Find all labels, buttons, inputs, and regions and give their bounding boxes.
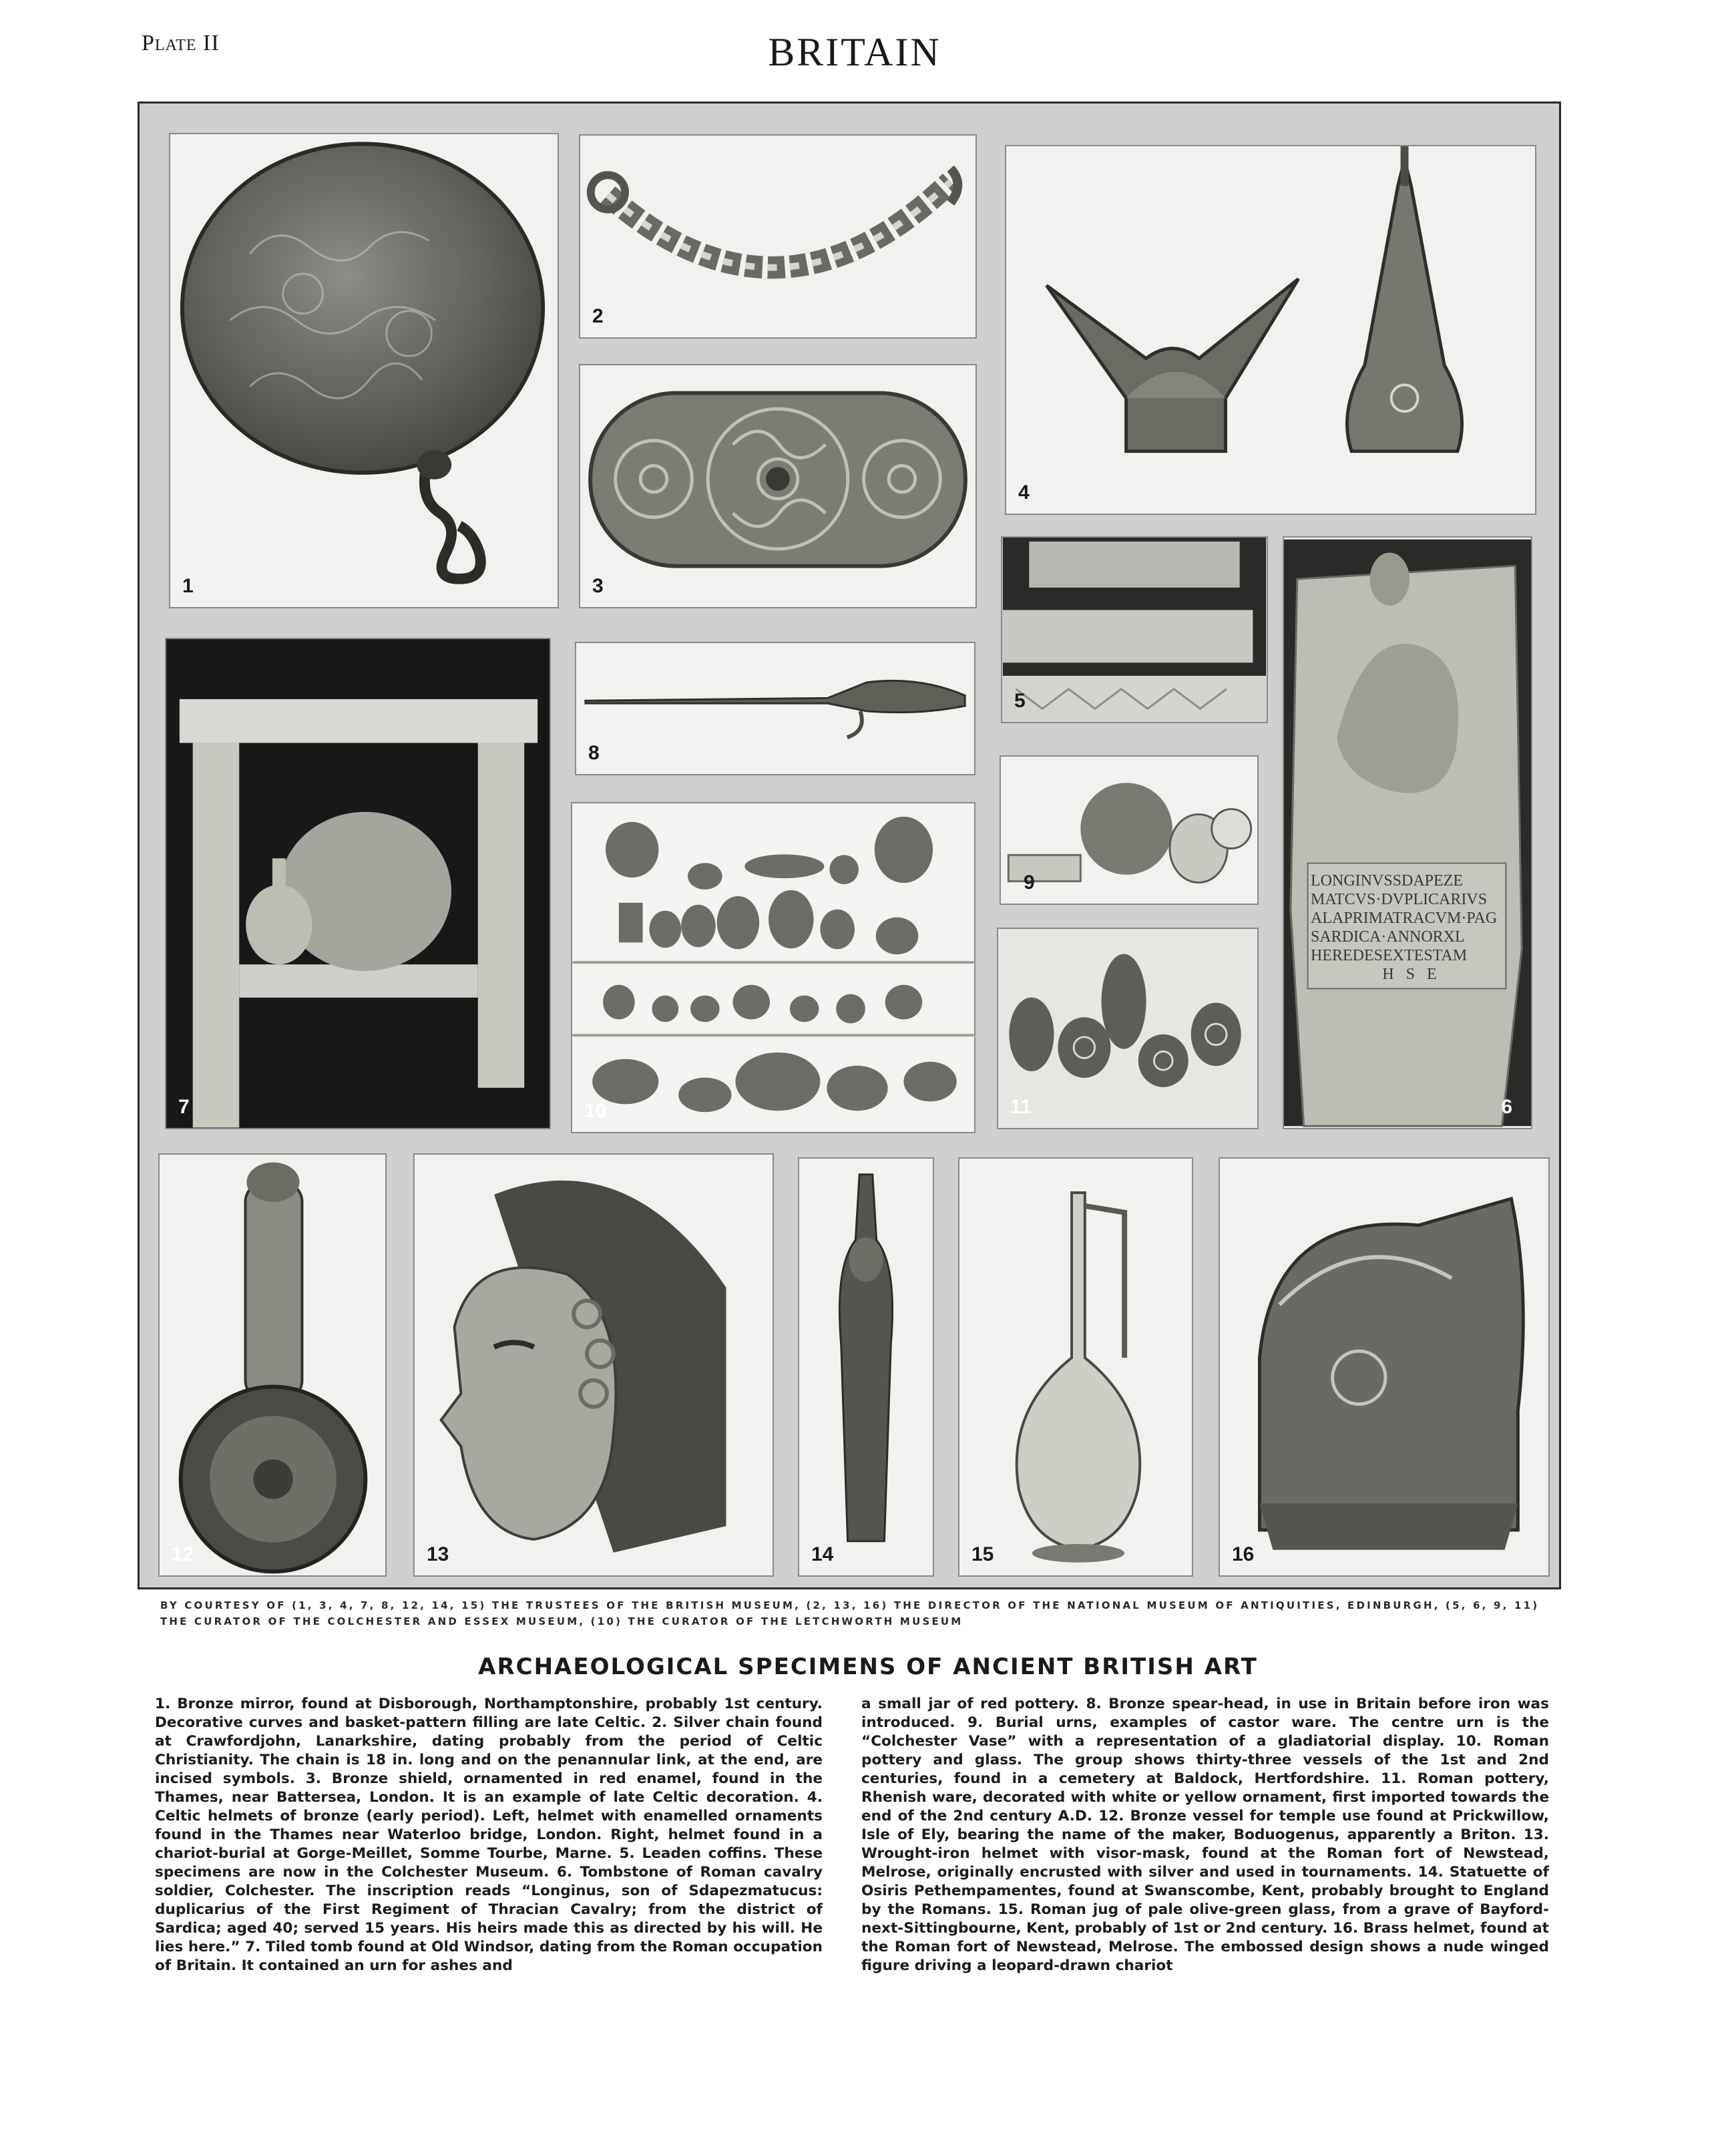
- mirror-illustration: [170, 134, 558, 607]
- inscription-line: LONGINVSSDAPEZE: [1311, 872, 1463, 890]
- caption-left-column: 1. Bronze mirror, found at Disborough, Northamptonshire, probably 1st century. Decorative curves and basket-pattern filling are late Celtic. 2. Silver chain found at Crawfordjohn, Lanarkshire, dating probably from the period of Celtic Christianity. The chain is 18 in. long and on the penannular link, at the end, are incised symbols. 3. Bronze shield, ornamented in red enamel, found in the Thames, near Battersea, London. It is an example of late Celtic decoration. 4. Celtic helmets of bronze (early period). Left, helmet with enamelled ornaments found in the Thames near Waterloo bridge, London. Right, helmet found in a chariot-burial at Gorge-Meillet, Somme Tourbe, Marne. 5. Leaden coffins. These specimens are now in the Colchester Museum. 6. Tombstone of Roman cavalry soldier, Colchester. The inscription reads “Longinus, son of Sdapezmatucus: duplicarius of the First Regiment of Thracian Cavalry; from the district of Sardica; aged 40; served 15 years. His heirs made this as directed by his will. He lies here.” 7. Tiled tomb found at Old Windsor, dating from the Roman occupation of Britain. It contained an urn for ashes and: [155, 1696, 823, 1974]
- figure-number: 14: [811, 1543, 834, 1565]
- caption-right-column: a small jar of red pottery. 8. Bronze spear-head, in use in Britain before iron was introduced. 9. Burial urns, examples of castor ware. The centre urn is the “Colchester Vase” with a representation of a gladiatorial display. 10. Roman pottery and glass. The group shows thirty-three vessels of the 1st and 2nd centuries, found in a cemetery at Baldock, Hertfordshire. 11. Roman pottery, Rhenish ware, decorated with white or yellow ornament, first imported towards the end of the 2nd century A.D. 12. Bronze vessel for temple use found at Prickwillow, Isle of Ely, bearing the name of the maker, Boduogenus, apparently a Briton. 13. Wrought-iron helmet with visor-mask, found at the Roman fort of Newstead, Melrose, originally encrusted with silver and used in tournaments. 14. Statuette of Osiris Pethempamentes, found at Swanscombe, Kent, probably brought to England by the Romans. 15. Roman jug of pale olive-green glass, from a grave of Bayford-next-Sittingbourne, Kent, probably of 1st or 2nd century. 16. Brass helmet, found at the Roman fort of Newstead, Melrose. The embossed design shows a nude winged figure driving a leopard-drawn chariot: [861, 1696, 1549, 1974]
- photo-glass-jug: [958, 1157, 1193, 1577]
- photo-plate: [138, 102, 1561, 1589]
- rhenish-illustration: [998, 929, 1257, 1128]
- photo-spear-head: [575, 642, 975, 775]
- photo-burial-urns: [1000, 755, 1259, 905]
- inscription-line: HEREDESEXTESTAM: [1311, 947, 1468, 964]
- brass-helmet-illustration: [1220, 1159, 1548, 1575]
- photo-celtic-helmets: [1005, 145, 1536, 515]
- figure-number: 12: [172, 1543, 194, 1565]
- photo-bronze-shield: [579, 364, 977, 608]
- figure-number: 13: [427, 1543, 449, 1565]
- inscription-line: ALAPRIMATRACVM·PAG: [1311, 910, 1498, 927]
- figure-number: 11: [1010, 1096, 1032, 1118]
- photo-rhenish-ware: [997, 928, 1259, 1129]
- pottery-illustration: [572, 803, 974, 1132]
- coffins-illustration: [1002, 538, 1267, 722]
- figure-number: 9: [1024, 871, 1035, 894]
- tombstone-inscription: [1311, 871, 1508, 984]
- photo-visor-helmet: [413, 1153, 774, 1577]
- inscription-line: SARDICA·ANNORXL: [1311, 928, 1465, 946]
- photo-bronze-vessel: [158, 1153, 387, 1577]
- photo-credits: BY COURTESY OF (1, 3, 4, 7, 8, 12, 14, 15) THE TRUSTEES OF THE BRITISH MUSEUM, (2, 13, 16) THE DIRECTOR OF THE NATIONAL MUSEUM OF ANTIQUITIES, EDINBURGH, (5, 6, 9, 11) THE CURATOR OF THE COLCHESTER AND ESSEX MUSEUM, (10) THE CURATOR OF THE LETCHWORTH MUSEUM: [160, 1599, 1540, 1627]
- photo-tiled-tomb: [165, 638, 551, 1129]
- tombstone-illustration: [1284, 538, 1531, 1128]
- shield-illustration: [580, 365, 975, 607]
- osiris-illustration: [799, 1159, 933, 1575]
- photo-osiris-statuette: [798, 1157, 934, 1577]
- figure-number: 15: [971, 1543, 994, 1565]
- photo-roman-pottery-glass: [571, 802, 975, 1133]
- photo-bronze-mirror: [169, 133, 559, 608]
- figure-number: 2: [592, 305, 604, 327]
- spear-illustration: [576, 643, 974, 774]
- figure-number: 10: [584, 1100, 607, 1122]
- inscription-line: MATCVS·DVPLICARIVS: [1311, 891, 1488, 908]
- figure-number: 4: [1018, 481, 1030, 504]
- inscription-line: H S E: [1382, 966, 1437, 983]
- figure-number: 5: [1014, 690, 1026, 712]
- figure-number: 3: [592, 575, 604, 597]
- caption-heading: ARCHAEOLOGICAL SPECIMENS OF ANCIENT BRITISH ART: [478, 1653, 1258, 1680]
- page-title: BRITAIN: [768, 30, 941, 74]
- tomb-illustration: [166, 639, 550, 1128]
- figure-number: 7: [178, 1096, 190, 1118]
- photo-leaden-coffins: [1001, 536, 1268, 723]
- figure-number: 6: [1501, 1096, 1512, 1118]
- chain-illustration: [580, 136, 975, 337]
- figure-number: 1: [182, 575, 194, 597]
- photo-brass-helmet: [1219, 1157, 1550, 1577]
- figure-number: 16: [1232, 1543, 1255, 1565]
- figure-number: 8: [588, 742, 600, 764]
- jug-illustration: [959, 1159, 1192, 1575]
- photo-tombstone: [1283, 536, 1532, 1129]
- helmets-illustration: [1006, 146, 1535, 514]
- vessel-illustration: [160, 1155, 385, 1575]
- urns-illustration: [1001, 757, 1257, 904]
- plate-label: Plate II: [142, 31, 220, 55]
- photo-silver-chain: [579, 134, 977, 339]
- visor-helmet-illustration: [415, 1155, 773, 1575]
